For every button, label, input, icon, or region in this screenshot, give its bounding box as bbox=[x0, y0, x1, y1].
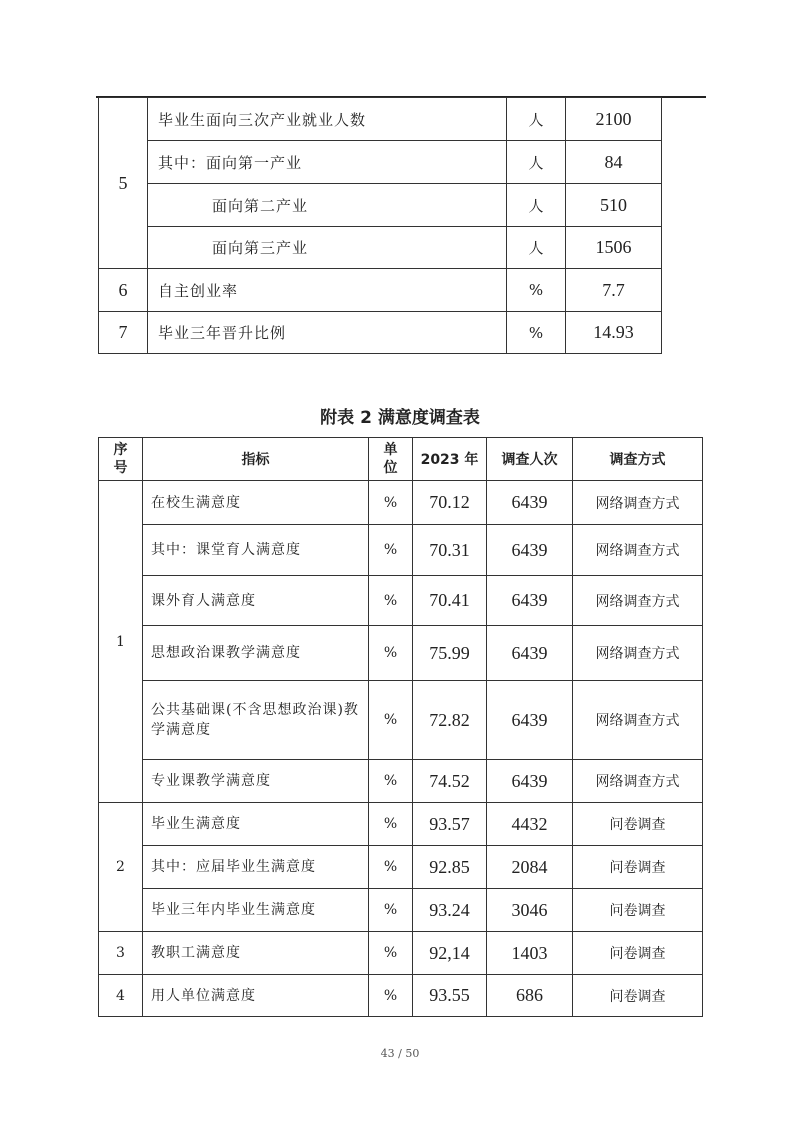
indicator-cell: 毕业三年内毕业生满意度 bbox=[143, 889, 369, 932]
unit-cell: % bbox=[369, 803, 413, 846]
indicator-cell: 用人单位满意度 bbox=[143, 975, 369, 1017]
value-cell: 93.55 bbox=[413, 975, 487, 1017]
indicator-cell: 思想政治课教学满意度 bbox=[143, 626, 369, 681]
unit-cell: % bbox=[369, 932, 413, 975]
method-cell: 网络调查方式 bbox=[573, 626, 703, 681]
header-count: 调查人次 bbox=[487, 438, 573, 481]
row-number: 7 bbox=[99, 312, 148, 354]
table-row bbox=[99, 760, 703, 803]
indicator-cell: 毕业三年晋升比例 bbox=[148, 312, 507, 354]
table-row bbox=[99, 481, 703, 525]
row-number: 6 bbox=[99, 269, 148, 312]
count-cell: 6439 bbox=[487, 481, 573, 525]
table-row bbox=[99, 626, 703, 681]
indicator-cell: 其中：应届毕业生满意度 bbox=[143, 846, 369, 889]
header-unit: 单位 bbox=[369, 438, 413, 481]
unit-cell: % bbox=[507, 312, 566, 354]
unit-cell: % bbox=[369, 525, 413, 576]
unit-cell: % bbox=[369, 846, 413, 889]
table-row bbox=[99, 681, 703, 760]
indicator-cell: 面向第三产业 bbox=[148, 227, 507, 269]
header-indicator: 指标 bbox=[143, 438, 369, 481]
row-number: 3 bbox=[99, 932, 143, 975]
indicator-cell: 公共基础课(不含思想政治课)教学满意度 bbox=[143, 681, 369, 760]
unit-cell: % bbox=[369, 576, 413, 626]
value-cell: 75.99 bbox=[413, 626, 487, 681]
unit-cell: % bbox=[369, 626, 413, 681]
value-cell: 93.57 bbox=[413, 803, 487, 846]
method-cell: 问卷调查 bbox=[573, 932, 703, 975]
unit-cell: % bbox=[507, 269, 566, 312]
table-row bbox=[99, 889, 703, 932]
value-cell: 14.93 bbox=[566, 312, 662, 354]
indicator-cell: 毕业生面向三次产业就业人数 bbox=[148, 98, 507, 141]
count-cell: 4432 bbox=[487, 803, 573, 846]
header-year: 2023 年 bbox=[413, 438, 487, 481]
value-cell: 2100 bbox=[566, 98, 662, 141]
indicator-cell: 教职工满意度 bbox=[143, 932, 369, 975]
value-cell: 510 bbox=[566, 184, 662, 227]
value-cell: 74.52 bbox=[413, 760, 487, 803]
indicator-cell: 面向第二产业 bbox=[148, 184, 507, 227]
unit-cell: % bbox=[369, 481, 413, 525]
value-cell: 92,14 bbox=[413, 932, 487, 975]
count-cell: 686 bbox=[487, 975, 573, 1017]
method-cell: 问卷调查 bbox=[573, 803, 703, 846]
table-row bbox=[99, 184, 662, 227]
indicator-cell: 在校生满意度 bbox=[143, 481, 369, 525]
table-row bbox=[99, 269, 662, 312]
row-number: 1 bbox=[99, 481, 143, 803]
value-cell: 84 bbox=[566, 141, 662, 184]
unit-cell: 人 bbox=[507, 227, 566, 269]
table-row bbox=[99, 98, 662, 141]
indicator-cell: 毕业生满意度 bbox=[143, 803, 369, 846]
table-row bbox=[99, 975, 703, 1017]
method-cell: 网络调查方式 bbox=[573, 760, 703, 803]
row-number: 2 bbox=[99, 803, 143, 932]
unit-cell: 人 bbox=[507, 141, 566, 184]
table-row bbox=[99, 227, 662, 269]
row-number: 5 bbox=[99, 98, 148, 269]
value-cell: 70.41 bbox=[413, 576, 487, 626]
table-row bbox=[99, 846, 703, 889]
table-row bbox=[99, 576, 703, 626]
header-no: 序号 bbox=[99, 438, 143, 481]
method-cell: 问卷调查 bbox=[573, 889, 703, 932]
header-method: 调查方式 bbox=[573, 438, 703, 481]
value-cell: 72.82 bbox=[413, 681, 487, 760]
table-row bbox=[99, 525, 703, 576]
table-row bbox=[99, 803, 703, 846]
unit-cell: % bbox=[369, 760, 413, 803]
page-number: 43 / 50 bbox=[380, 1047, 420, 1060]
method-cell: 问卷调查 bbox=[573, 975, 703, 1017]
method-cell: 网络调查方式 bbox=[573, 576, 703, 626]
employment-table bbox=[98, 97, 662, 354]
table-row bbox=[99, 312, 662, 354]
indicator-cell: 专业课教学满意度 bbox=[143, 760, 369, 803]
value-cell: 7.7 bbox=[566, 269, 662, 312]
indicator-cell: 其中：课堂育人满意度 bbox=[143, 525, 369, 576]
count-cell: 2084 bbox=[487, 846, 573, 889]
unit-cell: 人 bbox=[507, 98, 566, 141]
unit-cell: % bbox=[369, 975, 413, 1017]
count-cell: 6439 bbox=[487, 525, 573, 576]
unit-cell: 人 bbox=[507, 184, 566, 227]
satisfaction-table bbox=[98, 437, 703, 1017]
count-cell: 6439 bbox=[487, 626, 573, 681]
table-row bbox=[99, 141, 662, 184]
value-cell: 70.12 bbox=[413, 481, 487, 525]
value-cell: 92.85 bbox=[413, 846, 487, 889]
value-cell: 93.24 bbox=[413, 889, 487, 932]
indicator-cell: 其中：面向第一产业 bbox=[148, 141, 507, 184]
method-cell: 网络调查方式 bbox=[573, 481, 703, 525]
method-cell: 网络调查方式 bbox=[573, 525, 703, 576]
indicator-cell: 自主创业率 bbox=[148, 269, 507, 312]
table-title: 附表 2 满意度调查表 bbox=[320, 408, 480, 428]
unit-cell: % bbox=[369, 681, 413, 760]
count-cell: 6439 bbox=[487, 576, 573, 626]
table-row bbox=[99, 932, 703, 975]
count-cell: 1403 bbox=[487, 932, 573, 975]
count-cell: 3046 bbox=[487, 889, 573, 932]
unit-cell: % bbox=[369, 889, 413, 932]
indicator-cell: 课外育人满意度 bbox=[143, 576, 369, 626]
header-row bbox=[99, 438, 703, 481]
value-cell: 1506 bbox=[566, 227, 662, 269]
value-cell: 70.31 bbox=[413, 525, 487, 576]
row-number: 4 bbox=[99, 975, 143, 1017]
method-cell: 问卷调查 bbox=[573, 846, 703, 889]
count-cell: 6439 bbox=[487, 760, 573, 803]
method-cell: 网络调查方式 bbox=[573, 681, 703, 760]
count-cell: 6439 bbox=[487, 681, 573, 760]
